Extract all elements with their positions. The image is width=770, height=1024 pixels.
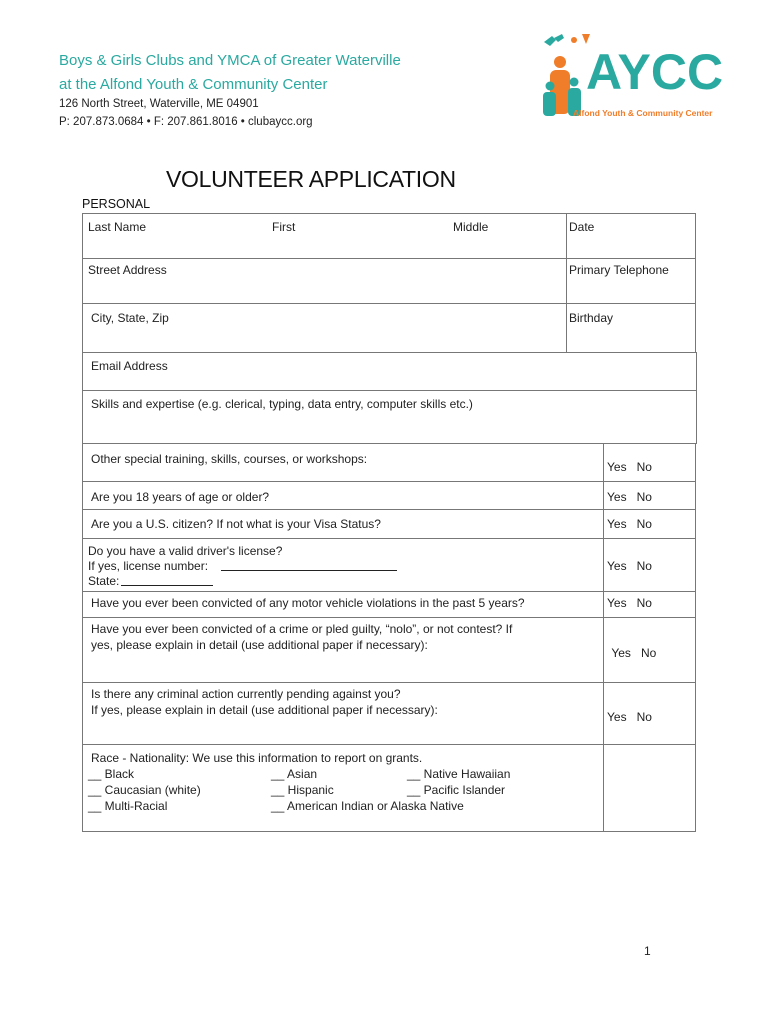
org-address: 126 North Street, Waterville, ME 04901 (59, 98, 259, 110)
yes-option: Yes (607, 559, 627, 573)
name-field[interactable] (82, 213, 567, 259)
skills-label: Skills and expertise (e.g. clerical, typing, data entry, computer skills etc.) (91, 397, 473, 411)
no-option: No (636, 517, 652, 531)
street-address-label: Street Address (88, 263, 167, 277)
yes-option: Yes (607, 596, 627, 610)
no-option: No (636, 596, 652, 610)
yes-option: Yes (607, 710, 627, 724)
age-question: Are you 18 years of age or older? (91, 490, 270, 504)
training-question: Other special training, skills, courses, or workshops: (91, 452, 368, 466)
license-yes-no[interactable] (607, 559, 652, 573)
first-name-label: First (272, 220, 296, 234)
race-option[interactable]: __ Multi-Racial (88, 799, 168, 813)
page-title: VOLUNTEER APPLICATION (166, 166, 456, 192)
no-option: No (636, 490, 652, 504)
citizen-question: Are you a U.S. citizen? If not what is your Visa Status? (91, 517, 381, 531)
license-number-label: If yes, license number: (88, 559, 209, 573)
license-state-input[interactable] (121, 575, 213, 586)
license-state-label: State: (88, 574, 120, 588)
middle-name-label: Middle (453, 220, 489, 234)
section-heading: PERSONAL (82, 197, 151, 211)
logo-subtitle: Alfond Youth & Community Center (573, 108, 713, 118)
email-label: Email Address (91, 359, 168, 373)
license-number-input[interactable] (221, 560, 397, 571)
birthday-label: Birthday (569, 311, 614, 325)
violations-question: Have you ever been convicted of any motor vehicle violations in the past 5 years? (91, 596, 525, 610)
age-yes-no[interactable] (607, 490, 652, 504)
yes-option: Yes (607, 490, 627, 504)
race-option[interactable]: __ Native Hawaiian (407, 767, 511, 781)
pending-question-line1: Is there any criminal action currently pending against you? (91, 687, 401, 701)
crime-question-line1: Have you ever been convicted of a crime or pled guilty, “nolo”, or not contest? If (91, 622, 513, 636)
pending-question-line2: If yes, please explain in detail (use additional paper if necessary): (91, 703, 438, 717)
date-label: Date (569, 220, 595, 234)
email-field[interactable] (82, 352, 697, 391)
no-option: No (636, 710, 652, 724)
race-option[interactable]: __ American Indian or Alaska Native (271, 799, 464, 813)
city-state-zip-label: City, State, Zip (91, 311, 169, 325)
race-option[interactable]: __ Black (88, 767, 135, 781)
training-yes-no[interactable] (607, 460, 652, 474)
logo-wordmark: AYCC (586, 44, 724, 100)
race-option[interactable]: __ Pacific Islander (407, 783, 506, 797)
page-number: 1 (644, 944, 651, 958)
crime-question-line2: yes, please explain in detail (use additional paper if necessary): (91, 638, 428, 652)
race-option[interactable]: __ Caucasian (white) (88, 783, 201, 797)
org-contact: P: 207.873.0684 • F: 207.861.8016 • clubaycc.org (59, 116, 313, 128)
race-heading: Race - Nationality: We use this information to report on grants. (91, 751, 423, 765)
license-question: Do you have a valid driver's license? (88, 544, 283, 558)
aycc-logo (540, 32, 725, 127)
last-name-label: Last Name (88, 220, 147, 234)
no-option: No (636, 460, 652, 474)
no-option: No (636, 559, 652, 573)
race-option[interactable]: __ Asian (271, 767, 318, 781)
org-name-line2: at the Alfond Youth & Community Center (59, 76, 328, 93)
org-name-line1: Boys & Girls Clubs and YMCA of Greater Waterville (59, 52, 401, 69)
pending-yes-no[interactable] (607, 710, 652, 724)
yes-option: Yes (611, 646, 631, 660)
no-option: No (640, 646, 657, 660)
phone-label: Primary Telephone (569, 263, 669, 277)
race-answer-cell (602, 744, 696, 832)
crime-yes-no[interactable] (608, 646, 656, 660)
yes-option: Yes (607, 517, 627, 531)
citizen-yes-no[interactable] (607, 517, 652, 531)
violations-yes-no[interactable] (607, 596, 652, 610)
race-option[interactable]: __ Hispanic (271, 783, 334, 797)
yes-option: Yes (607, 460, 627, 474)
